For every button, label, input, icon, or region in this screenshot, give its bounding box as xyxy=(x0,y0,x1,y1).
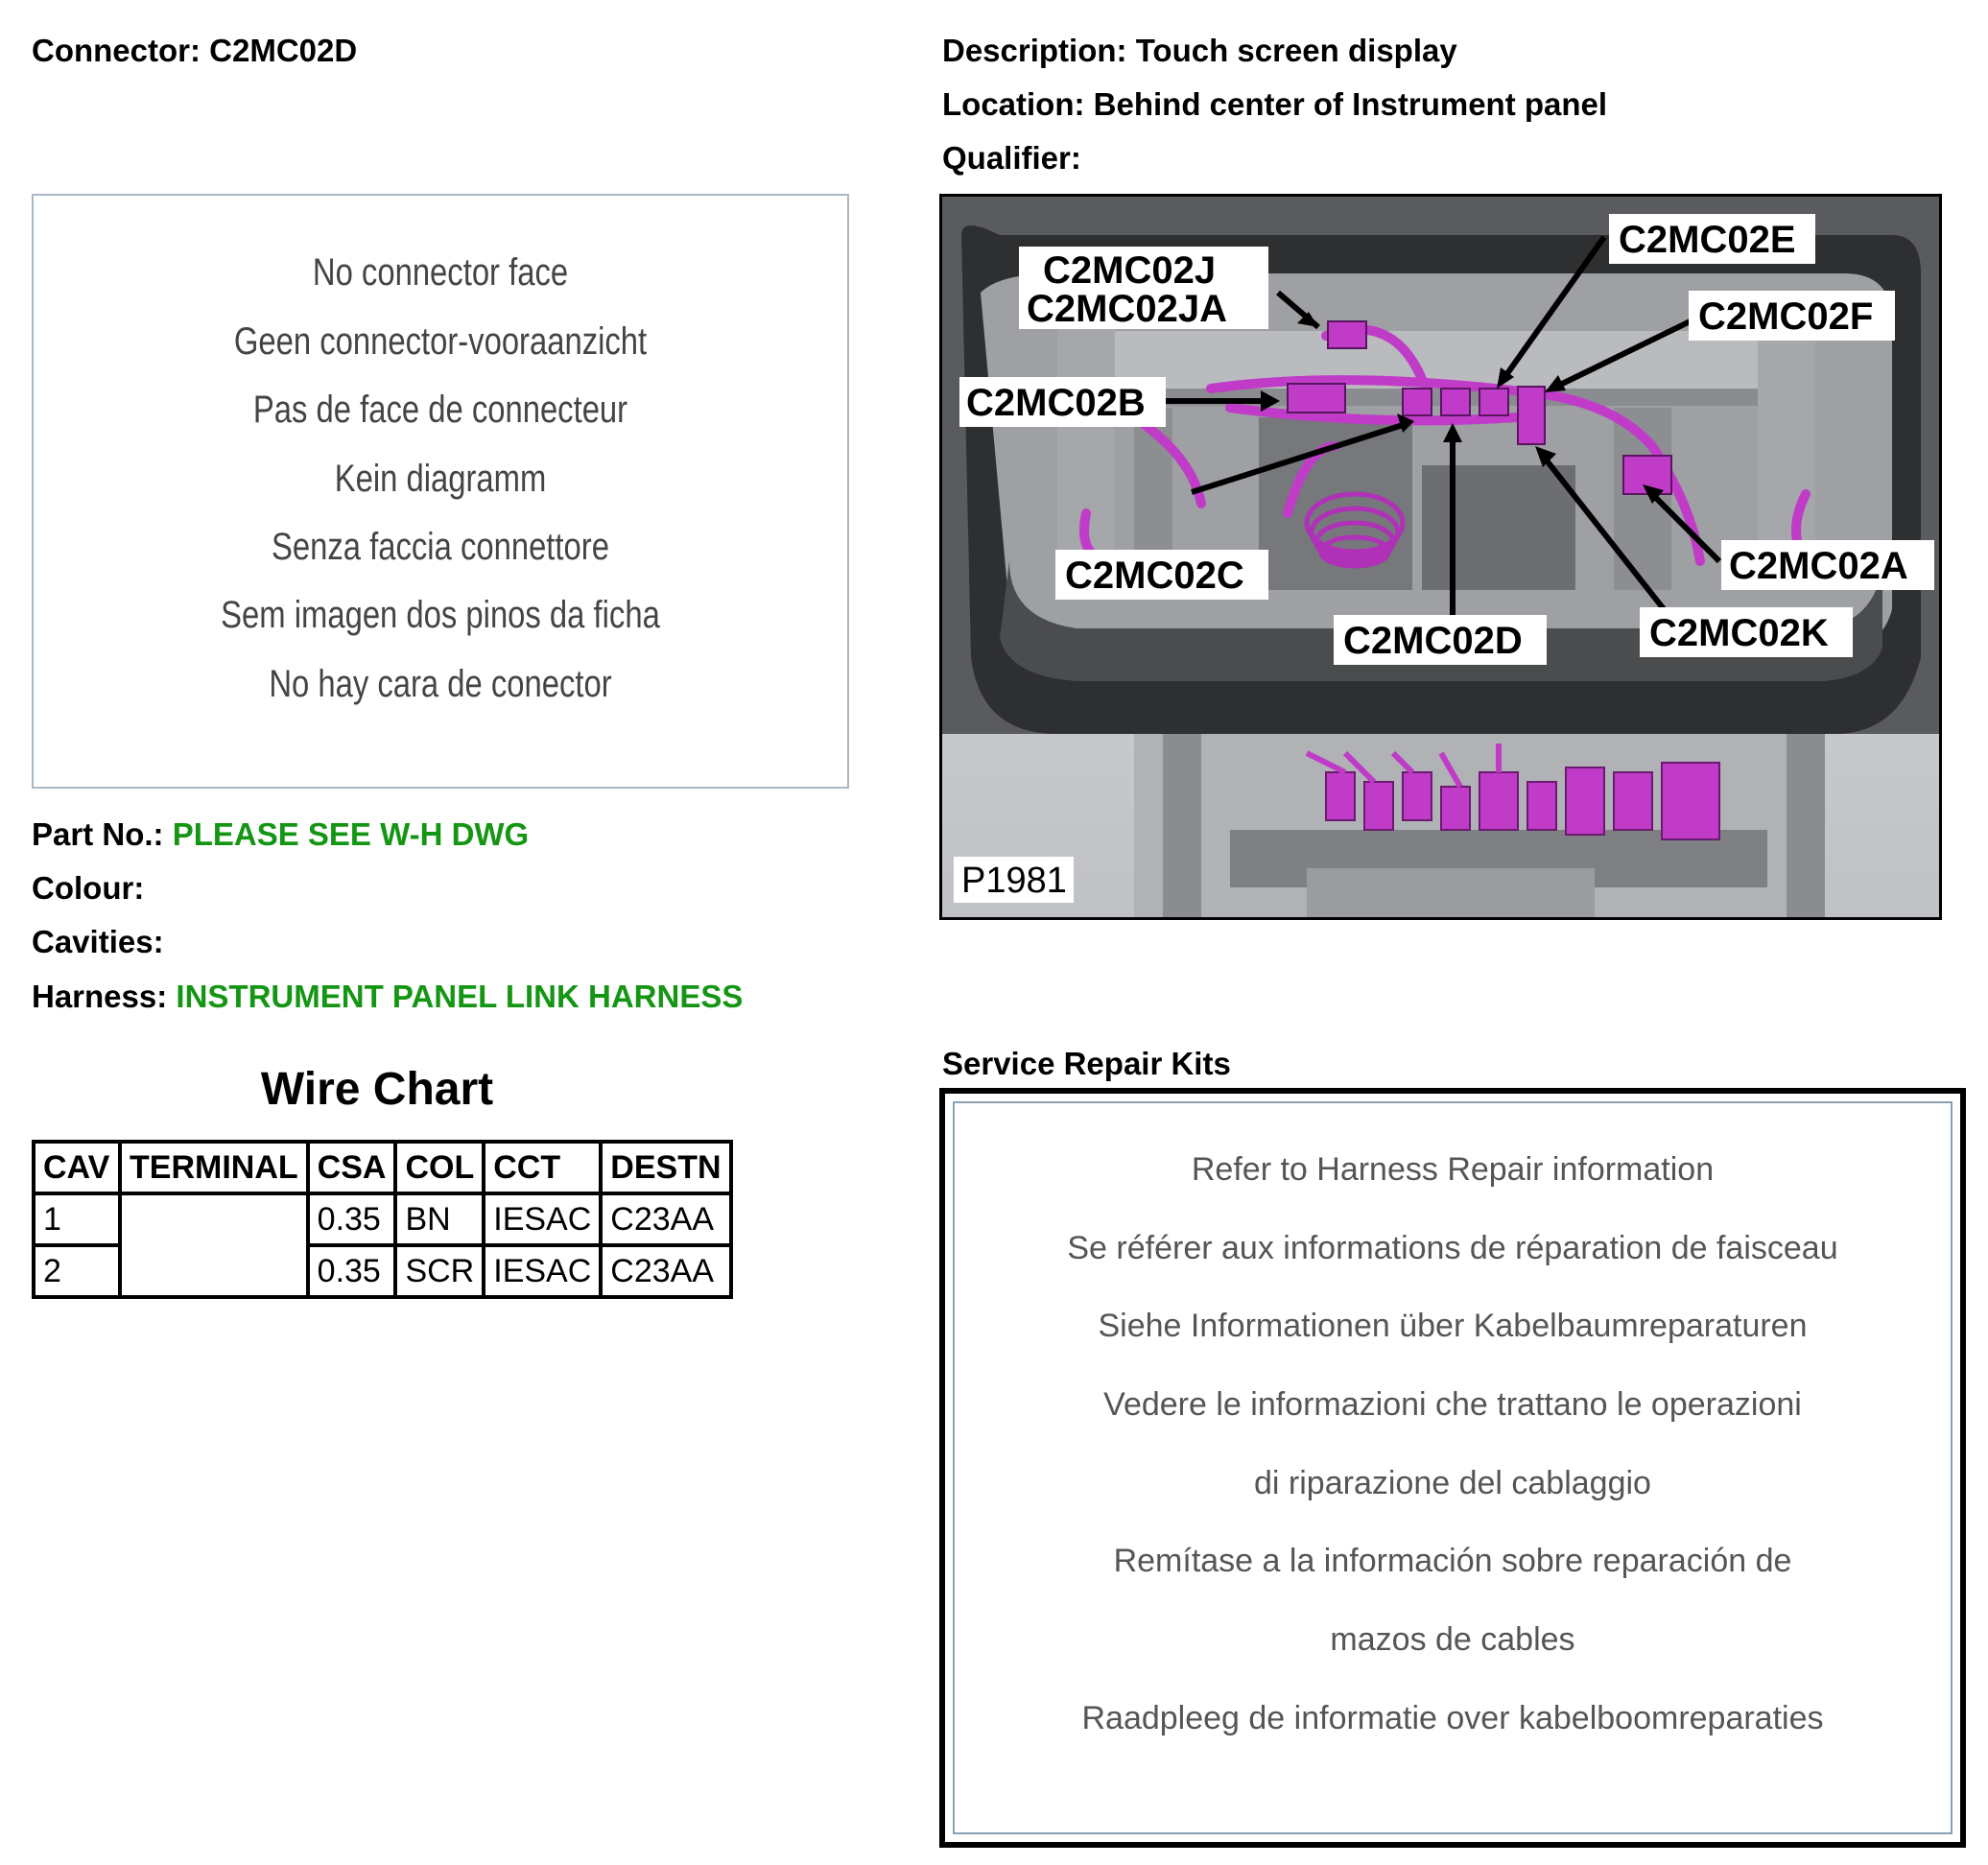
location-label: Location: xyxy=(942,86,1085,122)
part-no-value: PLEASE SEE W-H DWG xyxy=(172,816,530,852)
harness-label: Harness: xyxy=(32,979,168,1014)
callout-c2mc02j: C2MC02J xyxy=(1043,249,1217,292)
cell-col: SCR xyxy=(395,1245,484,1297)
colour-label: Colour: xyxy=(32,870,145,906)
cavities-line xyxy=(32,924,164,960)
callout-c2mc02d: C2MC02D xyxy=(1343,620,1523,662)
part-no-label: Part No.: xyxy=(32,816,164,852)
column-header-terminal: TERMINAL xyxy=(120,1142,308,1193)
service-repair-kits-title: Service Repair Kits xyxy=(942,1046,1231,1081)
cell-cav: 2 xyxy=(34,1245,120,1297)
description-line xyxy=(942,33,1457,69)
part-no-line xyxy=(32,816,529,853)
callout-c2mc02k: C2MC02K xyxy=(1649,612,1829,654)
cell-csa: 0.35 xyxy=(308,1245,396,1297)
cell-cct: IESAC xyxy=(484,1193,601,1245)
callout-c2mc02c: C2MC02C xyxy=(1065,555,1244,597)
description-label: Description: xyxy=(942,33,1127,68)
callout-c2mc02ja: C2MC02JA xyxy=(1027,288,1227,330)
description-value: Touch screen display xyxy=(1135,33,1457,68)
callout-c2mc02a: C2MC02A xyxy=(1729,545,1908,587)
no-connector-line: No connector face xyxy=(312,251,569,294)
harness-value: INSTRUMENT PANEL LINK HARNESS xyxy=(176,979,744,1014)
harness-line xyxy=(32,979,743,1015)
no-connector-face-panel xyxy=(32,194,849,789)
colour-line xyxy=(32,870,144,907)
no-connector-line: Pas de face de connecteur xyxy=(252,389,628,431)
no-connector-line: No hay cara de conector xyxy=(269,663,612,705)
repair-info-line: Remítase a la información sobre reparación de xyxy=(1113,1543,1792,1579)
no-connector-line: Senza faccia connettore xyxy=(272,526,609,568)
service-repair-kits-inner xyxy=(953,1101,1952,1834)
location-illustration xyxy=(942,197,1939,917)
location-line xyxy=(942,86,1607,123)
table-row xyxy=(34,1193,731,1245)
cavities-label: Cavities: xyxy=(32,924,164,959)
callout-c2mc02f: C2MC02F xyxy=(1698,295,1874,338)
connector-value: C2MC02D xyxy=(209,33,358,68)
image-id: P1981 xyxy=(961,861,1067,901)
repair-info-line: Se référer aux informations de réparation de faisceau xyxy=(1067,1230,1838,1266)
column-header-csa: CSA xyxy=(308,1142,396,1193)
repair-info-line: Vedere le informazioni che trattano le operazioni xyxy=(1103,1386,1802,1423)
location-value: Behind center of Instrument panel xyxy=(1093,86,1608,122)
column-header-col: COL xyxy=(395,1142,484,1193)
qualifier-line xyxy=(942,140,1081,177)
cell-terminal xyxy=(120,1193,308,1297)
cell-cav: 1 xyxy=(34,1193,120,1245)
no-connector-line: Sem imagen dos pinos da ficha xyxy=(221,594,660,636)
no-connector-line: Kein diagramm xyxy=(334,458,547,500)
column-header-cav: CAV xyxy=(34,1142,120,1193)
callout-c2mc02b: C2MC02B xyxy=(966,382,1146,424)
wire-chart-header-row xyxy=(34,1142,731,1193)
service-repair-kits-panel xyxy=(939,1088,1966,1848)
cell-col: BN xyxy=(395,1193,484,1245)
cell-destn: C23AA xyxy=(601,1245,730,1297)
cell-cct: IESAC xyxy=(484,1245,601,1297)
connector-line xyxy=(32,33,357,69)
repair-info-line: mazos de cables xyxy=(1330,1621,1575,1658)
repair-info-line: Siehe Informationen über Kabelbaumreparaturen xyxy=(1098,1308,1808,1344)
connector-label: Connector: xyxy=(32,33,201,68)
column-header-destn: DESTN xyxy=(601,1142,730,1193)
wire-chart-title: Wire Chart xyxy=(260,1064,494,1115)
connector-location-image xyxy=(939,194,1942,920)
repair-info-line: di riparazione del cablaggio xyxy=(1254,1465,1651,1501)
repair-info-line: Refer to Harness Repair information xyxy=(1191,1151,1715,1188)
column-header-cct: CCT xyxy=(484,1142,601,1193)
cell-csa: 0.35 xyxy=(308,1193,396,1245)
qualifier-label: Qualifier: xyxy=(942,140,1081,176)
no-connector-line: Geen connector-vooraanzicht xyxy=(233,320,648,363)
cell-destn: C23AA xyxy=(601,1193,730,1245)
wire-chart-table xyxy=(32,1140,733,1299)
callout-c2mc02e: C2MC02E xyxy=(1619,219,1796,261)
repair-info-line: Raadpleeg de informatie over kabelboomreparaties xyxy=(1081,1700,1824,1736)
